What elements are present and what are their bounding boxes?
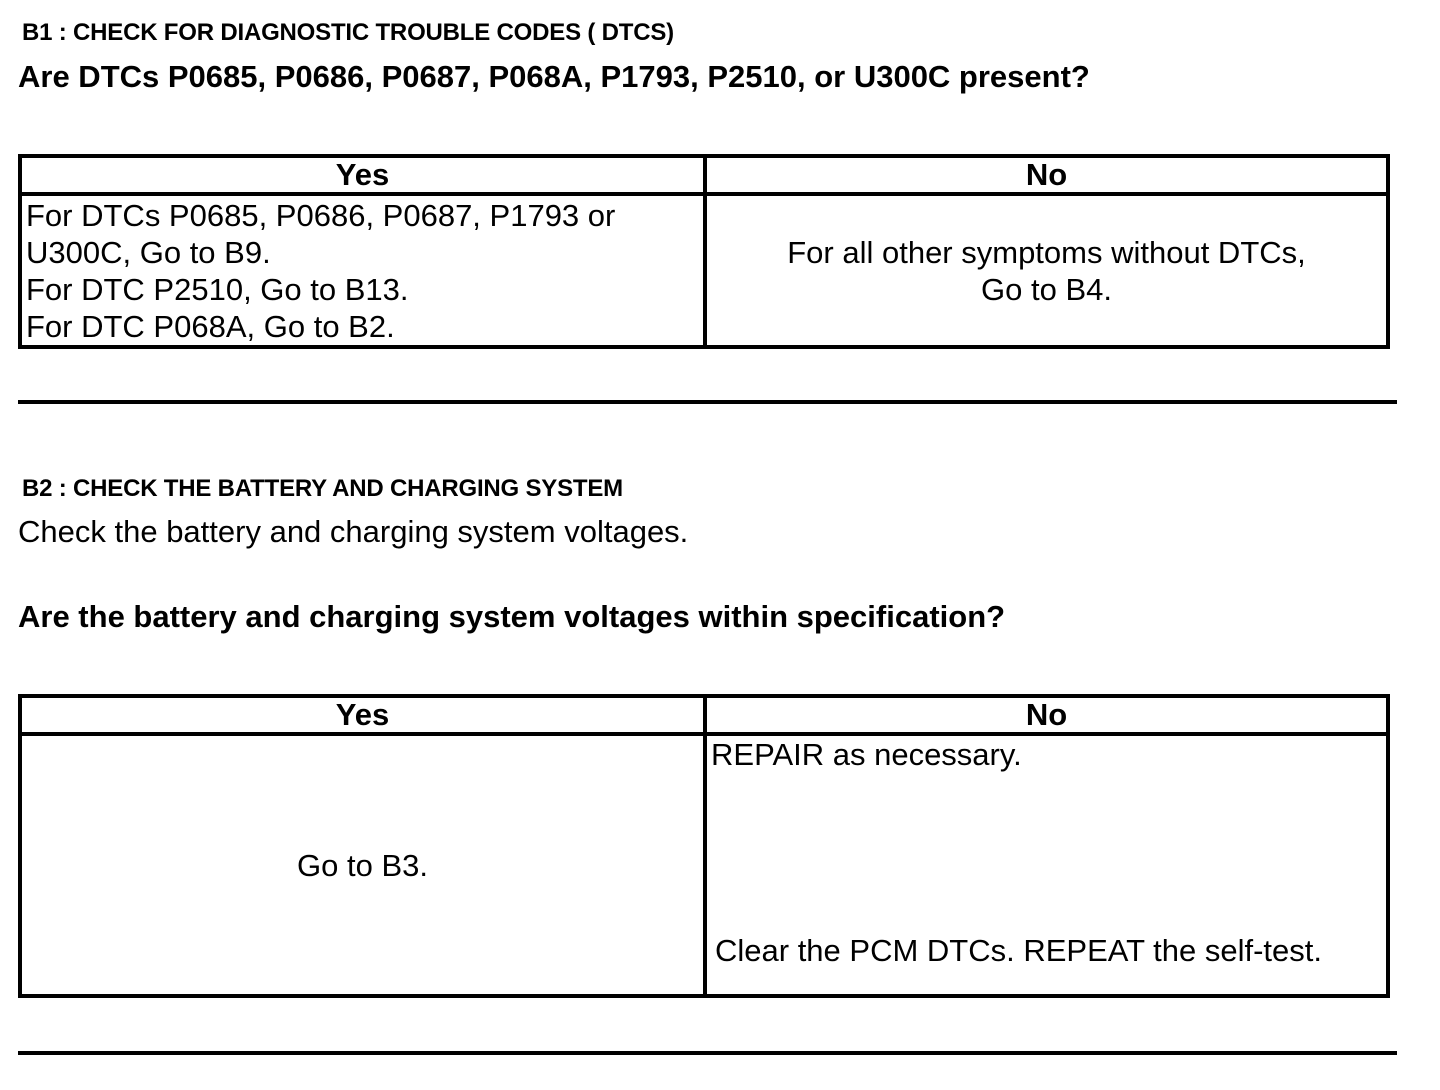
b1-decision-table <box>18 154 1390 349</box>
b1-yes-line: For DTC P2510, Go to B13. <box>26 271 409 307</box>
b1-yes-line: For DTC P068A, Go to B2. <box>26 308 395 344</box>
b1-no-cell <box>705 194 1388 347</box>
b2-no-cell <box>705 734 1388 996</box>
b2-table-header-row <box>20 696 1388 734</box>
b2-no-header: No <box>705 696 1388 734</box>
b2-instruction: Check the battery and charging system voltages. <box>18 514 689 549</box>
section-divider <box>18 400 1397 404</box>
b2-yes-header: Yes <box>20 696 705 734</box>
b1-yes-line: For DTCs P0685, P0686, P0687, P1793 or <box>26 197 616 233</box>
b1-step-heading: B1 : CHECK FOR DIAGNOSTIC TROUBLE CODES ( DTCS) <box>22 19 674 46</box>
b1-no-line: For all other symptoms without DTCs, <box>787 234 1306 270</box>
b2-step-heading: B2 : CHECK THE BATTERY AND CHARGING SYSTEM <box>22 475 623 502</box>
b2-yes-cell: Go to B3. <box>20 734 705 996</box>
b1-yes-header: Yes <box>20 156 705 194</box>
b2-decision-table <box>18 694 1390 998</box>
b2-no-repair-text: REPAIR as necessary. <box>711 737 1022 772</box>
b2-no-clear-text: Clear the PCM DTCs. REPEAT the self-test. <box>715 933 1322 968</box>
b2-question: Are the battery and charging system voltages within specification? <box>18 599 1006 634</box>
b1-no-line: Go to B4. <box>981 271 1112 307</box>
b1-yes-cell <box>20 194 705 347</box>
section-divider <box>18 1051 1397 1055</box>
b1-question: Are DTCs P0685, P0686, P0687, P068A, P1793, P2510, or U300C present? <box>18 59 1090 94</box>
b2-table-body-row <box>20 734 1388 996</box>
b1-table-body-row <box>20 194 1388 347</box>
b1-yes-line: U300C, Go to B9. <box>26 234 271 270</box>
b1-table-header-row <box>20 156 1388 194</box>
b1-no-header: No <box>705 156 1388 194</box>
